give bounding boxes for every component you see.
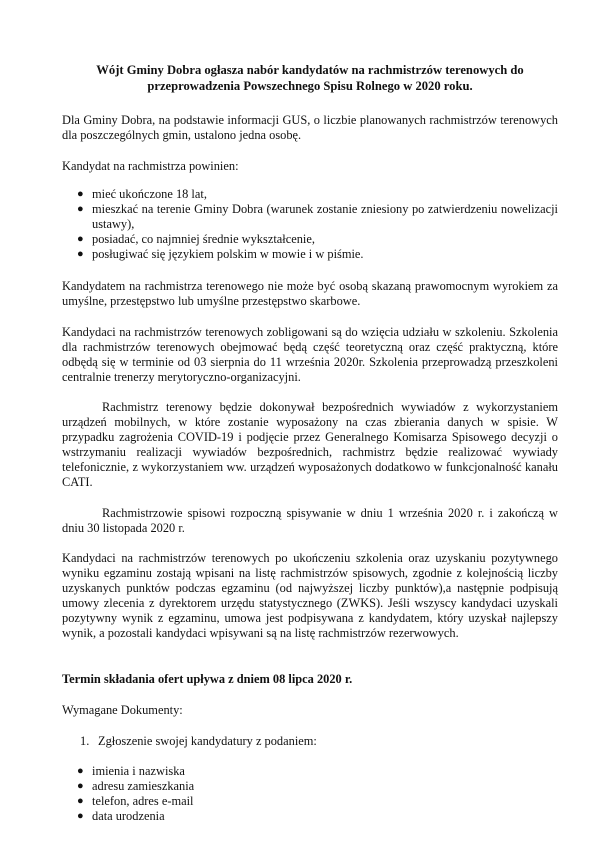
title-line-2: przeprowadzenia Powszechnego Spisu Rolnego w 2020 roku. [147,79,473,93]
requirements-list [62,187,558,262]
requirement-item: ● posiadać, co najmniej średnie wykształcenie, [77,232,315,246]
bullet-icon: ● [77,203,84,215]
paragraph-training: Kandydaci na rachmistrzów terenowych zobligowani są do wzięcia udziału w szkoleniu. Szkolenia dla rachmistrzów terenowych obejmować będą część teoretyczną oraz część praktyczną, które odbędą się w terminie od 03 sierpnia do 11 września 2020r. Szkolenia przeprowadzą przeszkoleni centralnie trenerzy merytoryczno-organizacyjni. [62,325,558,384]
detail-item: ● adresu zamieszkania [77,779,195,793]
title-line-1: Wójt Gminy Dobra ogłasza nabór kandydatów na rachmistrzów terenowych do [96,63,524,77]
documents-list [62,734,558,749]
bullet-icon: ● [77,795,84,807]
paragraph-intro: Dla Gminy Dobra, na podstawie informacji GUS, o liczbie planowanych rachmistrzów terenowych dla poszczególnych gmin, ustalono jedna osobę. [62,113,558,142]
requirement-item: ● posługiwać się językiem polskim w mowie i w piśmie. [77,247,364,261]
paragraph-exclusion: Kandydatem na rachmistrza terenowego nie może być osobą skazaną prawomocnym wyrokiem za umyślne, przestępstwo lub umyślne przestępstwo skarbowe. [62,279,558,308]
detail-item: ● data urodzenia [77,809,165,823]
documents-heading: Wymagane Dokumenty: [62,703,183,717]
bullet-icon: ● [77,765,84,777]
detail-item: ● imienia i nazwiska [77,764,185,778]
paragraph-dates: Rachmistrzowie spisowi rozpoczną spisywanie w dniu 1 września 2020 r. i zakończą w dniu 30 listopada 2020 r. [62,506,558,535]
requirement-item: ● mieć ukończone 18 lat, [77,187,207,201]
paragraph-exam: Kandydaci na rachmistrzów terenowych po ukończeniu szkolenia oraz uzyskaniu pozytywnego wyniku egzaminu zostają wpisani na listę rachmistrzów spisowych, zgodnie z kolejnością liczby uzyskanych punktów podczas egzaminu (od najwyższej liczby punktów),a następnie podpisują umowy zlecenia z dyrektorem urzędu statystycznego (ZWKS). Jeśli wszyscy kandydaci uzyskali pozytywny wynik z egzaminu, umowa jest podpisywana z kandydatem, który uzyskał najlepszy wynik, a pozostali kandydaci wpisywani są na listę rachmistrzów rezerwowych. [62,551,558,640]
bullet-icon: ● [77,780,84,792]
document-title [62,62,558,94]
detail-item: ● telefon, adres e-mail [77,794,194,808]
bullet-icon: ● [77,233,84,245]
document-details-list [62,764,558,824]
bullet-icon: ● [77,248,84,260]
deadline-notice: Termin składania ofert upływa z dniem 08 lipca 2020 r. [62,672,353,686]
document-item: 1. Zgłoszenie swojej kandydatury z podaniem: [80,734,317,748]
bullet-icon: ● [77,810,84,822]
bullet-icon: ● [77,188,84,200]
requirements-heading: Kandydat na rachmistrza powinien: [62,159,239,173]
requirement-item: ● mieszkać na terenie Gminy Dobra (warunek zostanie zniesiony po zatwierdzeniu nowelizacji ustawy), [77,202,558,231]
paragraph-interviews: Rachmistrz terenowy będzie dokonywał bezpośrednich wywiadów z wykorzystaniem urządzeń mobilnych, w które zostanie wyposażony na czas zbierania danych w spisie. W przypadku zagrożenia COVID-19 i podjęcie przez Generalnego Komisarza Spisowego decyzji o wstrzymaniu realizacji wywiadów bezpośrednich, rachmistrz będzie realizować wywiady telefonicznie, z wykorzystaniem ww. urządzeń wyposażonych dodatkowo w funkcjonalność kanału CATI. [62,400,558,489]
